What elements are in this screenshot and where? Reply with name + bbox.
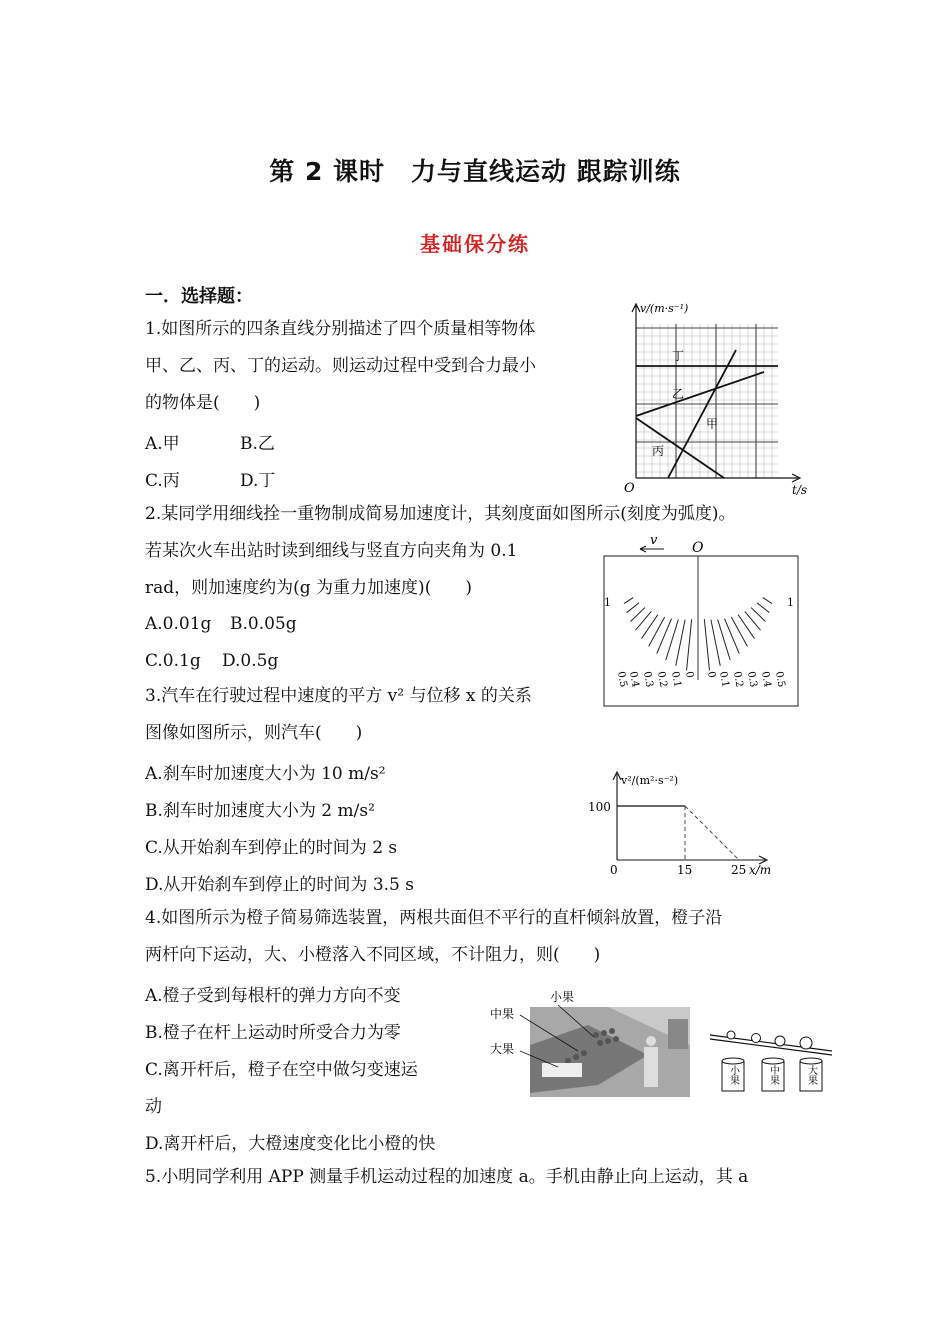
q1-ylabel: v/(m·s⁻¹) — [640, 302, 689, 315]
q4-bin-medium: 中果 — [767, 1065, 779, 1085]
q3-xlabel: x/m — [749, 863, 772, 877]
q2-tick — [666, 620, 679, 661]
q1-option-b: B.乙 — [240, 434, 275, 454]
q2-line-1: 2.某同学用细线拴一重物制成简易加速度计，其刻度面如图所示(刻度为弧度)。 — [145, 504, 736, 524]
q2-tick — [642, 615, 658, 639]
q1-vt-graph — [620, 298, 820, 498]
q3-line-1: 3.汽车在行驶过程中速度的平方 v² 与位移 x 的关系 — [145, 686, 532, 706]
q2-accelerometer-figure — [600, 532, 805, 710]
q2-tick — [751, 608, 765, 622]
q2-tick — [649, 617, 665, 646]
q4-label-small: 小果 — [550, 990, 575, 1004]
q2-left-0.1: 0.1 — [669, 670, 683, 689]
q3-y-axis — [613, 772, 621, 860]
q2-tick — [738, 615, 754, 639]
q3-ytick-100: 100 — [588, 800, 611, 814]
q2-line-2: 若某次火车出站时读到细线与竖直方向夹角为 0.1 — [145, 541, 518, 561]
q2-scale-right — [705, 671, 787, 689]
section-subtitle: 基础保分练 — [420, 232, 530, 256]
q1-line-3: 的物体是( ) — [145, 393, 261, 413]
q3-xtick-25: 25 — [731, 863, 747, 877]
q2-right-0.5: 0.5 — [773, 670, 787, 689]
section-heading: 一．选择题： — [145, 286, 253, 307]
q2-option-c: C.0.1g — [145, 651, 201, 671]
q4-line-1: 4.如图所示为橙子简易筛选装置，两根共面但不平行的直杆倾斜放置，橙子沿 — [145, 908, 723, 928]
page-title: 第 2 课时 力与直线运动 跟踪训练 — [269, 157, 681, 186]
q3-ylabel: v²/(m²·s⁻²) — [621, 774, 679, 787]
q2-tick — [711, 620, 720, 666]
q5-line-1: 5.小明同学利用 APP 测量手机运动过程的加速度 a。手机由静止向上运动，其 a — [145, 1167, 749, 1187]
q2-o-label: O — [692, 540, 704, 556]
q1-label-yi: 乙 — [672, 387, 685, 401]
q1-lines — [636, 350, 778, 478]
q4-option-a: A.橙子受到每根杆的弹力方向不变 — [145, 986, 401, 1006]
q2-v-label: v — [650, 533, 658, 548]
q4-option-c: C.离开杆后，橙子在空中做匀变速运 — [145, 1060, 418, 1080]
q2-left-0.2: 0.2 — [655, 670, 669, 689]
q4-option-b: B.橙子在杆上运动时所受合力为零 — [145, 1023, 401, 1043]
q2-right-0.2: 0.2 — [731, 670, 745, 689]
q3-line-2: 图像如图所示，则汽车( ) — [145, 723, 363, 743]
q4-option-c-cont: 动 — [145, 1097, 162, 1117]
q1-option-a: A.甲 — [145, 434, 180, 454]
q2-option-a: A.0.01g — [145, 614, 212, 634]
q4-bin-large: 大果 — [805, 1065, 817, 1085]
q4-photo — [530, 1007, 690, 1097]
q1-xlabel: t/s — [792, 483, 808, 497]
q2-option-b: B.0.05g — [230, 614, 297, 634]
q2-right-0.1: 0.1 — [717, 670, 731, 689]
q4-bin-small: 小果 — [727, 1065, 739, 1085]
q3-v2x-graph — [585, 768, 785, 880]
q2-tick — [676, 620, 685, 666]
q2-left-0: 0 — [683, 670, 695, 679]
q2-tick — [763, 598, 772, 604]
q1-label-jia: 甲 — [706, 417, 719, 431]
line-jia — [668, 350, 736, 478]
q4-label-medium: 中果 — [490, 1007, 515, 1021]
q2-tick — [627, 603, 639, 613]
q1-option-d: D.丁 — [240, 471, 276, 491]
q2-tick — [704, 619, 709, 670]
q3-xtick-15: 15 — [677, 863, 693, 877]
q2-tick — [631, 608, 645, 622]
q2-tick — [731, 617, 747, 646]
q2-tick — [687, 619, 692, 670]
q4-sorting-figure — [488, 985, 833, 1100]
q2-right-one: 1 — [787, 596, 794, 609]
q2-scale-left — [615, 671, 695, 689]
q3-option-d: D.从开始刹车到停止的时间为 3.5 s — [145, 875, 414, 895]
q2-left-0.3: 0.3 — [641, 670, 655, 689]
q1-t-axis — [636, 474, 800, 482]
q3-option-a: A.刹车时加速度大小为 10 m/s² — [145, 764, 386, 784]
q2-line-3: rad，则加速度约为(g 为重力加速度)( ) — [145, 578, 472, 598]
q2-tick — [624, 598, 633, 604]
q1-label-bing: 丙 — [652, 444, 665, 458]
q2-option-d: D.0.5g — [222, 651, 279, 671]
q1-option-c: C.丙 — [145, 471, 180, 491]
q3-braking-segment — [685, 806, 739, 860]
q2-left-0.5: 0.5 — [615, 670, 629, 689]
q4-option-d: D.离开杆后，大橙速度变化比小橙的快 — [145, 1134, 436, 1154]
q2-left-one: 1 — [604, 596, 611, 609]
q1-label-ding: 丁 — [672, 349, 685, 363]
q2-right-0: 0 — [705, 670, 717, 679]
q1-v-axis — [632, 304, 640, 478]
q2-right-0.4: 0.4 — [759, 670, 773, 689]
q2-right-0.3: 0.3 — [745, 670, 759, 689]
q3-xtick-0: 0 — [610, 863, 618, 877]
q2-left-0.4: 0.4 — [627, 670, 641, 689]
q1-line-1: 1.如图所示的四条直线分别描述了四个质量相等物体 — [145, 319, 536, 339]
q1-origin: O — [624, 481, 635, 496]
q4-line-2: 两杆向下运动，大、小橙落入不同区域，不计阻力，则( ) — [145, 945, 601, 965]
q3-option-b: B.刹车时加速度大小为 2 m/s² — [145, 801, 375, 821]
q3-option-c: C.从开始刹车到停止的时间为 2 s — [145, 838, 398, 858]
q2-tick — [718, 620, 731, 661]
q2-tick — [757, 603, 769, 613]
q1-line-2: 甲、乙、丙、丁的运动。则运动过程中受到合力最小 — [145, 356, 536, 376]
q4-label-large: 大果 — [490, 1042, 515, 1056]
